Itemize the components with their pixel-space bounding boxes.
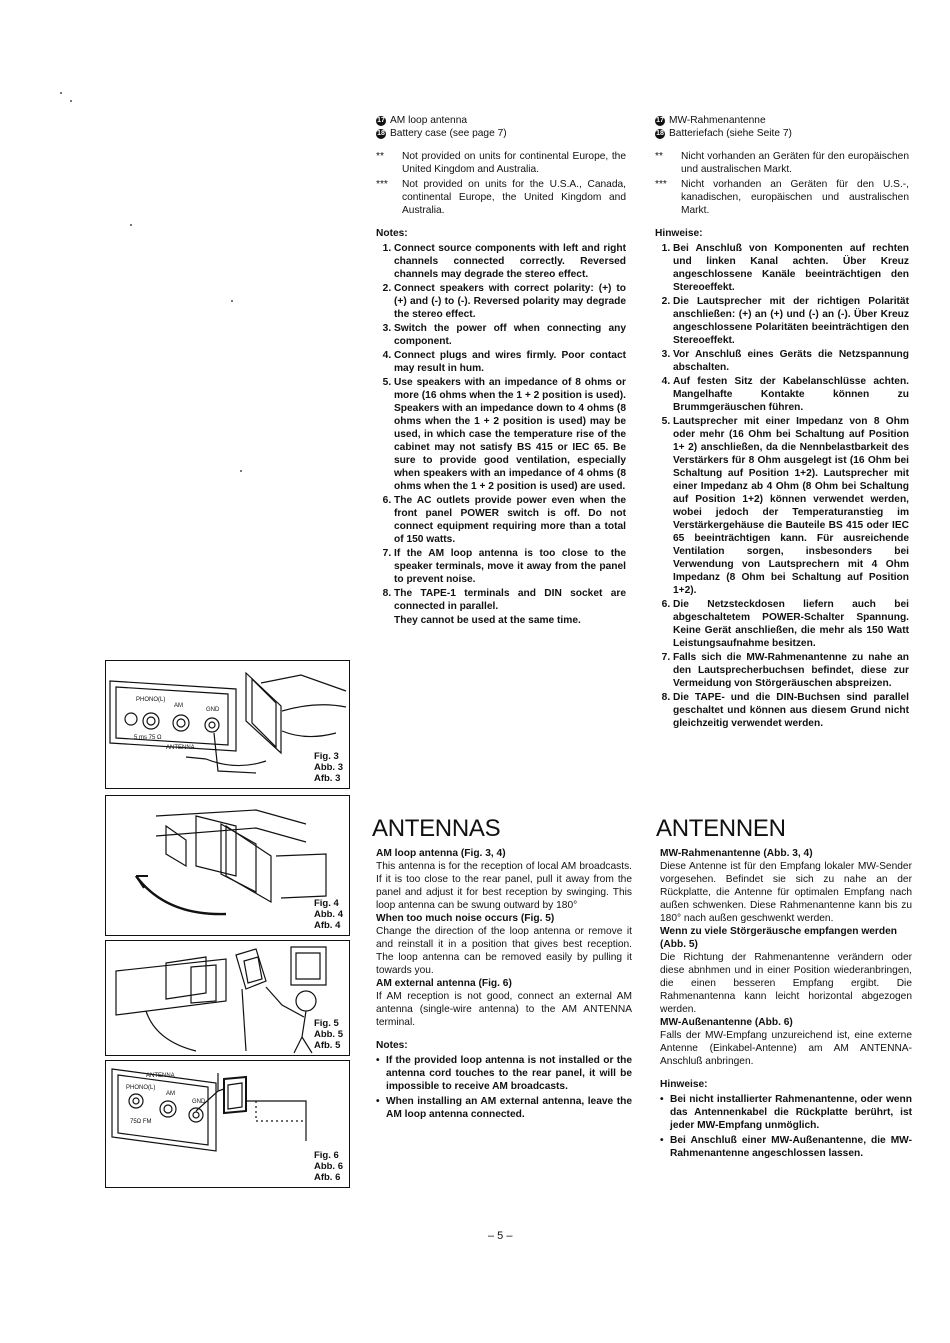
- bullet-item: • Bei Anschluß einer MW-Außenantenne, die MW-Rahmenantenne angeschlossen lassen.: [660, 1134, 912, 1160]
- legend-text: AM loop antenna: [390, 115, 468, 126]
- paragraph: This antenna is for the reception of local AM broadcasts. If it is too close to the rear panel, pull it away from the panel and adjust it for best reception by swinging. This loop antenna can be swung outward by 180°: [376, 861, 632, 911]
- swing-antenna-illustration: [106, 796, 349, 935]
- legend-item: [655, 114, 909, 127]
- notes-heading: Hinweise:: [660, 1079, 708, 1090]
- legend-text: MW-Rahmenantenne: [669, 115, 766, 126]
- bullet-list: [376, 1054, 632, 1121]
- subheading: AM loop antenna (Fig. 3, 4): [376, 848, 506, 859]
- panel-label: 75Ω FM: [130, 1119, 152, 1125]
- circled-number: 18: [656, 129, 664, 137]
- figure-4-swinging-antenna: [105, 795, 350, 936]
- caption-en: Fig. 4: [313, 898, 339, 909]
- bullet-list: [660, 1093, 912, 1160]
- remove-antenna-illustration: [106, 941, 349, 1055]
- footnote-marker: ***: [376, 179, 388, 190]
- notes-list: [376, 242, 626, 613]
- note-item: 3. Vor Anschluß eines Geräts die Netzspannung abschalten.: [673, 348, 909, 374]
- note-item: 8. Die TAPE- und die DIN-Buchsen sind parallel geschaltet und können aus diesem Grund nicht gleichzeitig verwendet werden.: [673, 691, 909, 730]
- legend-item: [376, 127, 626, 140]
- subheading: AM external antenna (Fig. 6): [376, 978, 512, 989]
- scan-speck: [130, 224, 132, 226]
- note-item: 4. Auf festen Sitz der Kabelanschlüsse achten. Mangelhafte Kontakte können zu Brummgeräuschen führen.: [673, 375, 909, 414]
- circled-number: 18: [377, 129, 385, 137]
- note-continuation: They cannot be used at the same time.: [394, 615, 581, 626]
- circled-number: 17: [656, 116, 664, 124]
- paragraph: If AM reception is not good, connect an external AM antenna (single-wire antenna) to the AM ANTENNA terminal.: [376, 991, 632, 1028]
- note-item: 1. Bei Anschluß von Komponenten auf rechten und linken Kanal achten. Über Kreuz angeschlossene Kanäle beeinträchtigen den Stereoeffekt.: [673, 242, 909, 294]
- subheading: MW-Rahmenantenne (Abb. 3, 4): [660, 848, 813, 859]
- note-item: 1. Connect source components with left and right channels connected correctly. Reversed channels may degrade the stereo effect.: [394, 242, 626, 281]
- section-heading: ANTENNEN: [656, 815, 786, 842]
- figure-caption: [314, 1150, 343, 1183]
- footnote-text: Nicht vorhanden an Geräten für den europäischen und australischen Markt.: [681, 151, 909, 175]
- caption-de: Abb. 5: [313, 1029, 343, 1040]
- scan-speck: [231, 300, 233, 302]
- footnote-text: Not provided on units for continental Europe, the United Kingdom and Australia.: [402, 151, 626, 175]
- page-number: – 5 –: [488, 1230, 513, 1242]
- caption-nl: Afb. 4: [313, 920, 341, 931]
- note-item: 5. Use speakers with an impedance of 8 ohms or more (16 ohms when the 1 + 2 position is used). Speakers with an impedance down to 4 ohms (8 ohms when the 1 + 2 position is used) may be used, in which case the temperature rise of the cabinet may not satisfy BS 415 or IEC 65. Be sure to provide good ventilation, especially when speakers with an impedance of 4 ohms (8 ohms when the 1 + 2 position is used) are used.: [394, 376, 626, 493]
- english-notes-column: [376, 114, 626, 627]
- figure-3-am-loop-antenna-panel: [105, 660, 350, 789]
- notes-list: [655, 242, 909, 730]
- panel-label: AM: [166, 1091, 175, 1097]
- note-item: 5. Lautsprecher mit einer Impedanz von 8 Ohm oder mehr (16 Ohm bei Schaltung auf Position 1+ 2) anschließen, da die Nennbelastbarkeit des Verstärkers für 8 Ohm ausgelegt ist (16 Ohm bei Schaltung auf Position 1+2). Lautsprecher mit einer Impedanz ab 4 Ohm (8 Ohm bei Schaltung auf Position 1+2) können verwendet werden, wobei jedoch der Temperaturanstieg im Verstärkergehäuse die Bauteile BS 415 oder IEC 65 beeinträchtigen kann. Für ausreichende Ventilation sorgen, insbesonders bei Verwendung von Lautsprechern mit 4 Ohm Impedanz (8 Ohm bei Schaltung auf Position 1+2).: [673, 415, 909, 597]
- footnote-marker: ***: [655, 179, 667, 190]
- panel-label: PHONO(L): [136, 697, 166, 703]
- figure-6-external-antenna: [105, 1060, 350, 1188]
- bullet-item: • Bei nicht installierter Rahmenantenne, oder wenn das Antennenkabel die Rückplatte berührt, ist jeder MW-Empfang unmöglich.: [660, 1093, 912, 1132]
- external-antenna-illustration: [106, 1061, 349, 1187]
- german-notes-column: [655, 114, 909, 731]
- english-antennas-section: [372, 815, 632, 1123]
- figure-caption: [314, 898, 343, 931]
- scan-speck: [60, 92, 62, 94]
- subheading: When too much noise occurs (Fig. 5): [376, 913, 555, 924]
- note-item: 2. Die Lautsprecher mit der richtigen Polarität anschließen: (+) an (+) und (-) an (-). Über Kreuz angeschlossene Polaritäten beeinträchtigen den Stereoeffekt.: [673, 295, 909, 347]
- subheading: MW-Außenantenne (Abb. 6): [660, 1017, 793, 1028]
- notes-heading: Hinweise:: [655, 228, 703, 239]
- note-item: 3. Switch the power off when connecting any component.: [394, 322, 626, 348]
- note-item: 7. Falls sich die MW-Rahmenantenne zu nahe an den Lautsprecherbuchsen befindet, diese zur Vermeidung von Störgeräuschen abspreizen.: [673, 651, 909, 690]
- bullet-item: • When installing an AM external antenna, leave the AM loop antenna connected.: [376, 1095, 632, 1121]
- footnote: [376, 150, 626, 176]
- figure-caption: [314, 1018, 343, 1051]
- caption-nl: Afb. 6: [313, 1172, 341, 1183]
- legend-item: [655, 127, 909, 140]
- legend-text: Battery case (see page 7): [390, 128, 507, 139]
- paragraph: Diese Antenne ist für den Empfang lokaler MW-Sender vorgesehen. Befindet sie sich zu nahe an der Rückplatte, die Antenne für optimalen Empfang nach außen schwenken. Diese Rahmenantenne kann bis zu 180° nach außen geschwenkt werden.: [660, 861, 912, 924]
- paragraph: Change the direction of the loop antenna or remove it and reinstall it in a position that gives best reception. The loop antenna can be removed easily by pulling it towards you.: [376, 926, 632, 976]
- note-item: 2. Connect speakers with correct polarity: (+) to (+) and (-) to (-). Reversed polarity may degrade the stereo effect.: [394, 282, 626, 321]
- german-antennas-section: [656, 815, 912, 1162]
- footnote-text: Nicht vorhanden an Geräten für den U.S.-, kanadischen, europäischen und australischen Markt.: [681, 179, 909, 216]
- rear-panel-illustration: [106, 661, 349, 788]
- panel-label: ANTENNA: [146, 1073, 175, 1079]
- note-item: 6. Die Netzsteckdosen liefern auch bei abgeschaltetem POWER-Schalter Spannung. Keine Gerät anschließen, die mehr als 150 Watt Leistungsaufnahme besitzen.: [673, 598, 909, 650]
- caption-en: Fig. 6: [313, 1150, 339, 1161]
- caption-en: Fig. 5: [313, 1018, 339, 1029]
- panel-label: ANTENNA: [166, 745, 195, 751]
- paragraph: Die Richtung der Rahmenantenne verändern oder diese abnhmen und in einer Position wiederanbringen, die einen besseren Empfang ergibt. Die Rahmenantenna kann leicht horizontal abgezogen werden.: [660, 952, 912, 1015]
- panel-label: GND: [192, 1099, 206, 1105]
- paragraph: Falls der MW-Empfang unzureichend ist, eine externe Antenne (Einkabel-Antenne) am AM ANTENNA-Anschluß anbringen.: [660, 1030, 912, 1067]
- caption-nl: Afb. 5: [313, 1040, 341, 1051]
- note-item: 4. Connect plugs and wires firmly. Poor contact may result in hum.: [394, 349, 626, 375]
- caption-en: Fig. 3: [313, 751, 339, 762]
- subheading: Wenn zu viele Störgeräusche empfangen werden (Abb. 5): [660, 926, 898, 950]
- footnote-marker: **: [655, 151, 663, 162]
- footnote-marker: **: [376, 151, 384, 162]
- panel-label: GND: [206, 707, 220, 713]
- scan-speck: [240, 470, 242, 472]
- legend-item: [376, 114, 626, 127]
- note-item: 7. If the AM loop antenna is too close to the speaker terminals, move it away from the panel to prevent noise.: [394, 547, 626, 586]
- caption-de: Abb. 3: [313, 762, 343, 773]
- figure-5-removing-antenna: [105, 940, 350, 1056]
- legend-text: Batteriefach (siehe Seite 7): [669, 128, 792, 139]
- section-heading: ANTENNAS: [372, 815, 501, 842]
- notes-heading: Notes:: [376, 1040, 408, 1051]
- circled-number: 17: [377, 116, 385, 124]
- footnote: [376, 178, 626, 217]
- note-item: 8. The TAPE-1 terminals and DIN socket are connected in parallel.: [394, 587, 626, 613]
- panel-label: 5 ms 75 Ω: [134, 735, 162, 741]
- panel-label: PHONO(L): [126, 1085, 156, 1091]
- bullet-item: • If the provided loop antenna is not installed or the antenna cord touches to the rear panel, it will be impossible to receive AM broadcasts.: [376, 1054, 632, 1093]
- footnote-text: Not provided on units for the U.S.A., Canada, continental Europe, the United Kingdom and Australia.: [402, 179, 626, 216]
- notes-heading: Notes:: [376, 228, 408, 239]
- caption-nl: Afb. 3: [313, 773, 341, 784]
- panel-label: AM: [174, 703, 183, 709]
- scan-speck: [70, 100, 72, 102]
- caption-de: Abb. 6: [313, 1161, 343, 1172]
- footnote: [655, 178, 909, 217]
- figure-caption: [314, 751, 343, 784]
- caption-de: Abb. 4: [313, 909, 343, 920]
- footnote: [655, 150, 909, 176]
- note-item: 6. The AC outlets provide power even when the front panel POWER switch is off. Do not connect equipment requiring more than a total of 150 watts.: [394, 494, 626, 546]
